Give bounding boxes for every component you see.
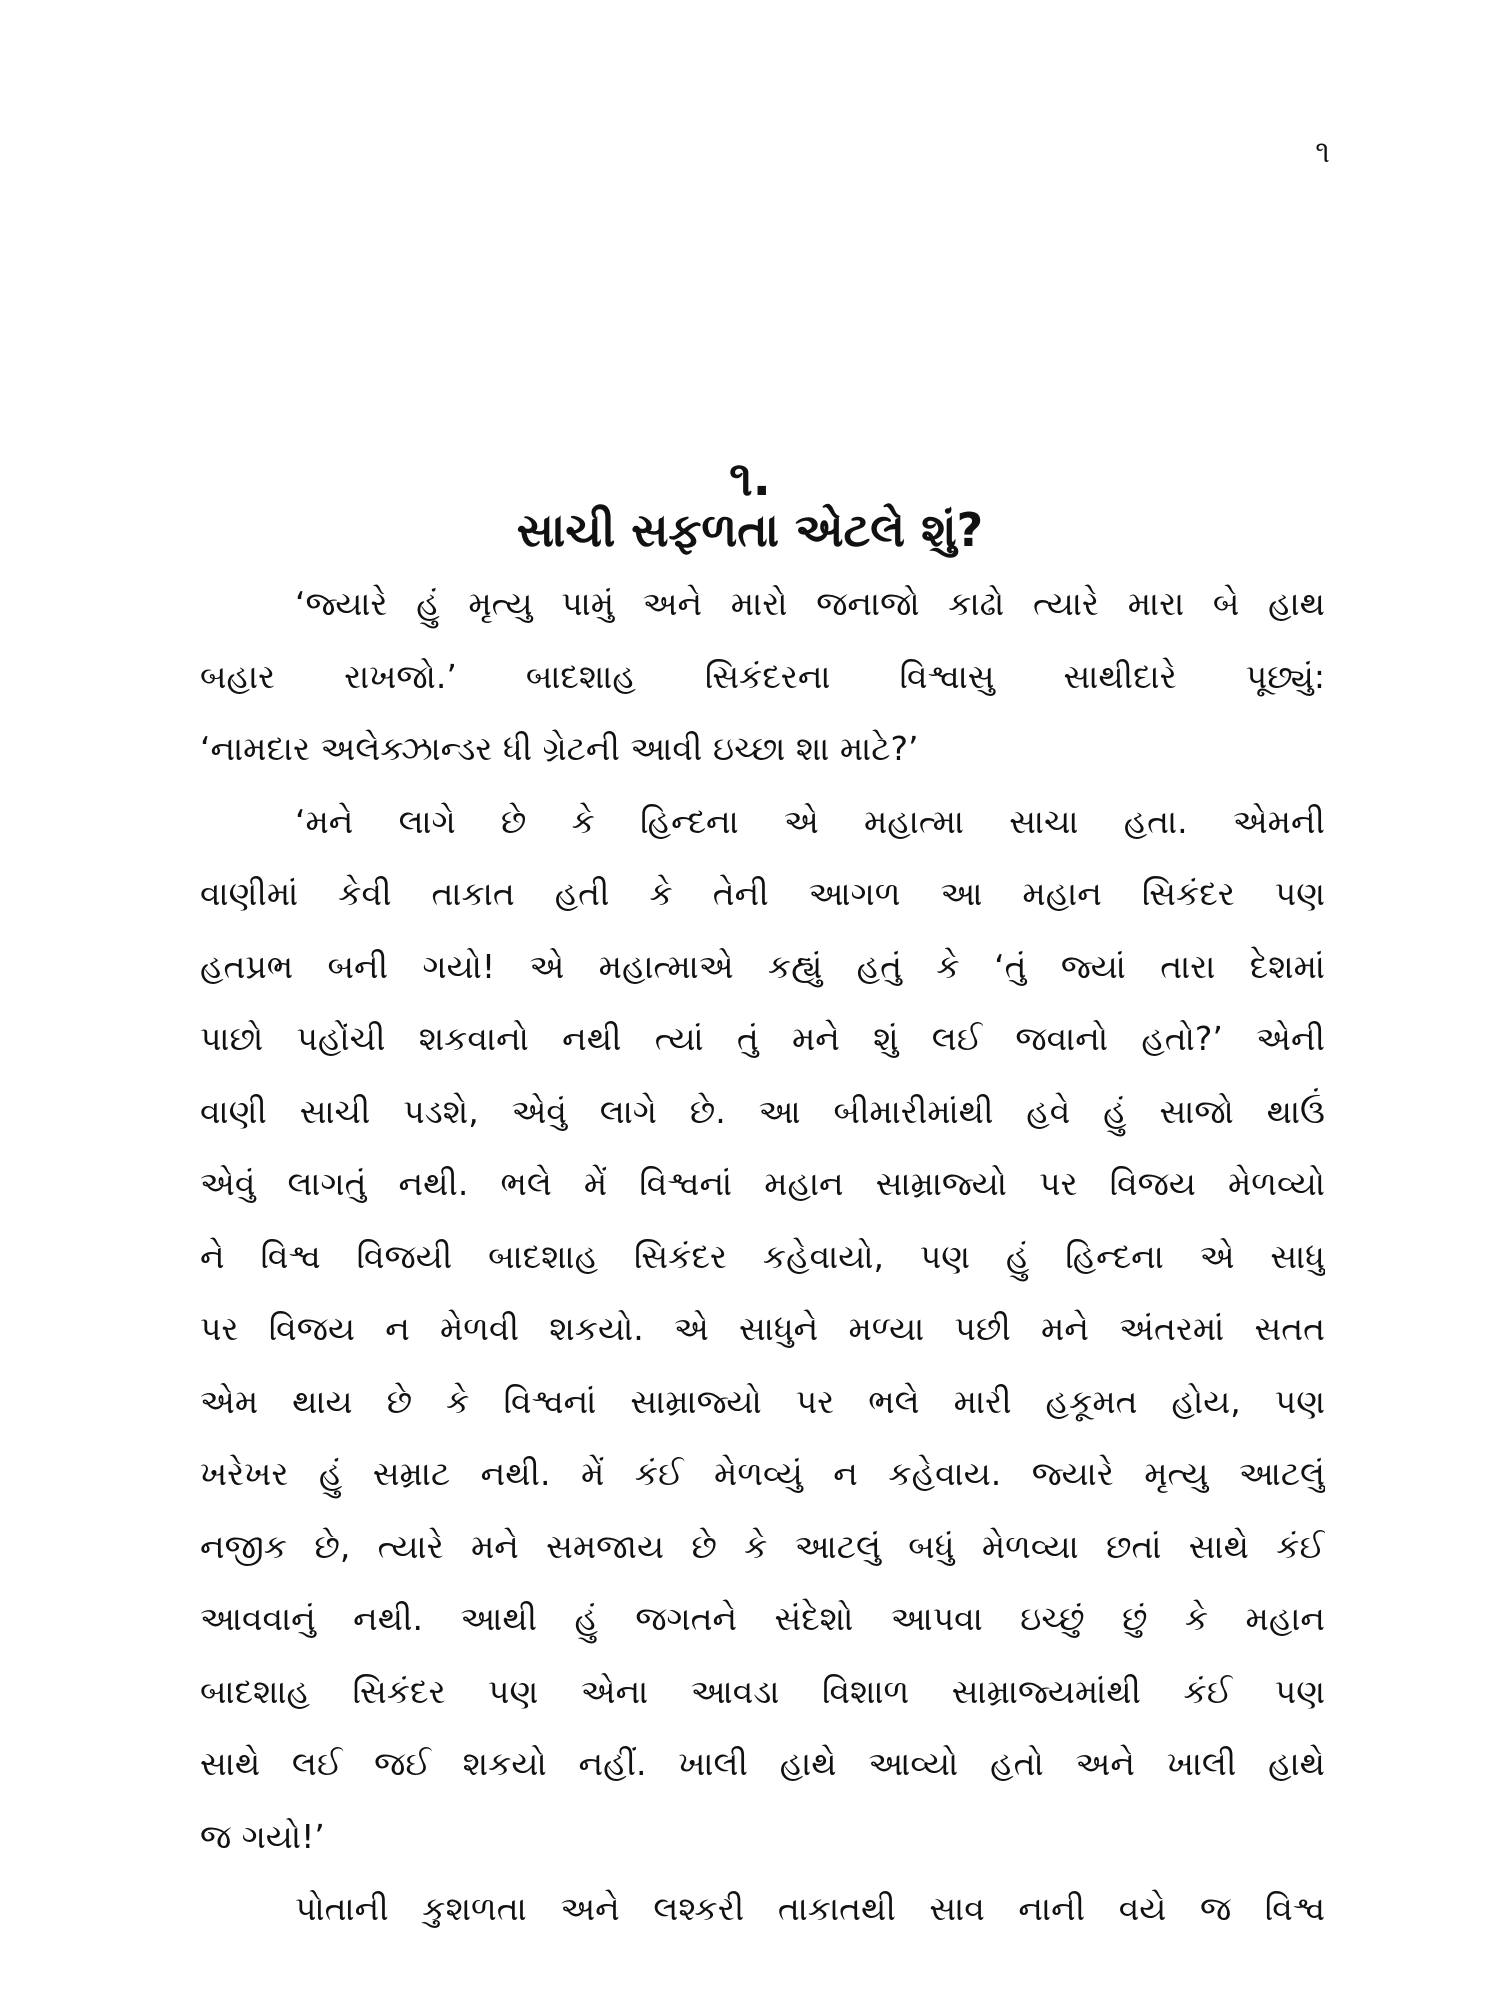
paragraph-line: એમ થાય છે કે વિશ્વનાં સામ્રાજ્યો પર ભલે મારી હકૂમત હોય, પણ	[200, 1381, 1325, 1421]
paragraph-line: પર વિજય ન મેળવી શકયો. એ સાધુને મળ્યા પછી મને અંતરમાં સતત	[200, 1309, 1325, 1348]
paragraph-line: આવવાનું નથી. આથી હું જગતને સંદેશો આપવા ઇચ્છું છું કે મહાન	[200, 1599, 1325, 1638]
paragraph-line: ‘મને લાગે છે કે હિન્દના એ મહાત્મા સાચા હતા. એમની	[295, 801, 1325, 841]
paragraph-line: વાણી સાચી પડશે, એવું લાગે છે. આ બીમારીમાંથી હવે હું સાજો થાઉં	[200, 1091, 1325, 1131]
paragraph-line: બહાર રાખજો.’ બાદશાહ સિકંદરના વિશ્વાસુ સાથીદારે પૂછ્યું:	[200, 656, 1325, 696]
page-number: ૧	[1315, 135, 1330, 170]
paragraph-line: ‘નામદાર અલેક્ઝાન્ડર ધી ગ્રેટની આવી ઇચ્છા શા માટે?’	[200, 729, 919, 768]
paragraph-line: ખરેખર હું સમ્રાટ નથી. મેં કંઈ મેળવ્યું ન કહેવાય. જ્યારે મૃત્યુ આટલું	[200, 1454, 1325, 1493]
paragraph-line: જ ગયો!’	[200, 1816, 325, 1856]
body-text	[200, 568, 1325, 1946]
paragraph-line: સાથે લઈ જઈ શકયો નહીં. ખાલી હાથે આવ્યો હતો અને ખાલી હાથે	[200, 1744, 1325, 1783]
paragraph-line: હતપ્રભ બની ગયો! એ મહાત્માએ કહ્યું હતું કે ‘તું જ્યાં તારા દેશમાં	[200, 946, 1325, 986]
paragraph-line: ‘જ્યારે હું મૃત્યુ પામું અને મારો જનાજો કાઢો ત્યારે મારા બે હાથ	[295, 584, 1325, 623]
chapter-title: સાચી સફળતા એટલે શું?	[516, 503, 984, 557]
paragraph-line: વાણીમાં કેવી તાકાત હતી કે તેની આગળ આ મહાન સિકંદર પણ	[200, 874, 1325, 913]
paragraph-line: નજીક છે, ત્યારે મને સમજાય છે કે આટલું બધું મેળવ્યા છતાં સાથે કંઈ	[200, 1526, 1325, 1566]
chapter-number: ૧.	[729, 451, 771, 507]
paragraph-line: પાછો પહોંચી શકવાનો નથી ત્યાં તું મને શું લઈ જવાનો હતો?’ એની	[200, 1019, 1325, 1058]
paragraph-line: બાદશાહ સિકંદર પણ એના આવડા વિશાળ સામ્રાજ્યમાંથી કંઈ પણ	[200, 1671, 1325, 1711]
paragraph-line: એવું લાગતું નથી. ભલે મેં વિશ્વનાં મહાન સામ્રાજ્યો પર વિજય મેળવ્યો	[200, 1164, 1325, 1203]
paragraph-line: ને વિશ્વ વિજયી બાદશાહ સિકંદર કહેવાયો, પણ હું હિન્દના એ સાધુ	[200, 1236, 1325, 1276]
paragraph-line: પોતાની કુશળતા અને લશ્કરી તાકાતથી સાવ નાની વયે જ વિશ્વ	[295, 1889, 1325, 1928]
